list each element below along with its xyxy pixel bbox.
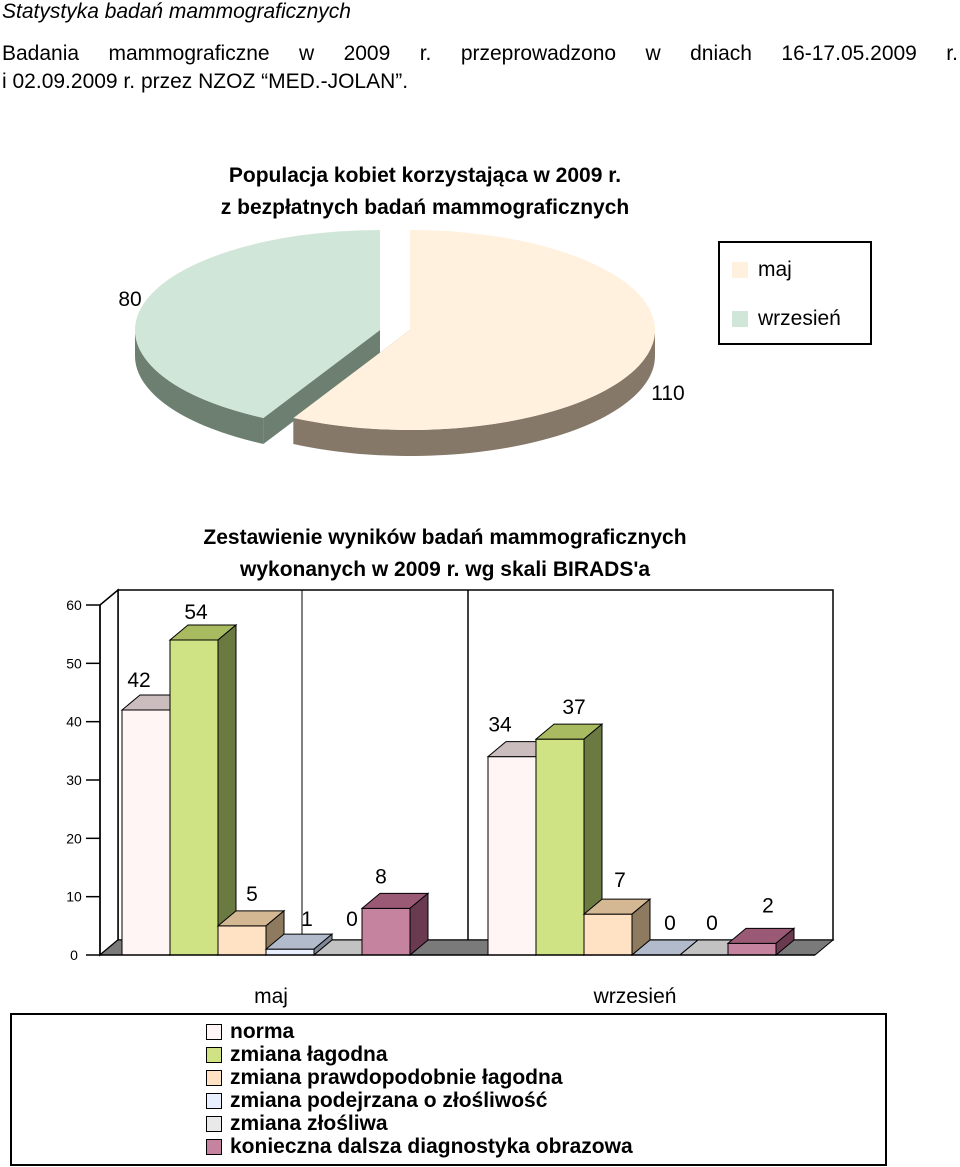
bar-data-label: 2 <box>762 894 774 918</box>
page-heading: Statystyka badań mammograficznych <box>2 0 351 23</box>
y-tick-label: 30 <box>66 772 82 788</box>
bar-front <box>170 640 218 955</box>
intro-word: w <box>645 42 661 65</box>
bar-legend-label: zmiana złośliwa <box>230 1111 388 1135</box>
bar-legend-label: konieczna dalsza diagnostyka obrazowa <box>230 1134 633 1158</box>
intro-word: przeprowadzono <box>460 42 617 65</box>
y-tick-label: 50 <box>66 655 82 672</box>
intro-line-2: i 02.09.2009 r. przez NZOZ “MED.-JOLAN”. <box>2 70 409 93</box>
bar-legend-label: zmiana łagodna <box>230 1042 388 1066</box>
intro-word: Badania <box>2 42 80 65</box>
bar-title-line-1: Zestawienie wyników badań mammograficznych <box>203 526 687 549</box>
bar-legend <box>10 1013 887 1166</box>
bar-maj-5 <box>362 893 428 955</box>
bar-legend-swatch <box>206 1047 222 1063</box>
bar-legend-item <box>206 1112 388 1135</box>
bar-legend-swatch <box>206 1139 222 1155</box>
bar-front <box>218 926 266 955</box>
intro-word: w <box>298 42 315 65</box>
bar-wrzesień-2 <box>584 899 650 955</box>
bar-data-label: 0 <box>706 912 718 935</box>
bar-front <box>488 757 536 955</box>
bar-title-line-2: wykonanych w 2009 r. wg skali BIRADS'a <box>240 558 650 581</box>
bar-front <box>362 908 410 955</box>
bar-data-label: 1 <box>301 908 313 932</box>
bar-side-wall <box>100 590 118 955</box>
bar-data-label: 8 <box>375 865 387 889</box>
bar-data-label: 42 <box>127 669 151 692</box>
bar-data-label: 54 <box>184 601 208 624</box>
y-tick-label: 0 <box>70 947 78 963</box>
y-tick-label: 10 <box>66 888 82 905</box>
pie-title-line-2: z bezpłatnych badań mammograficznych <box>220 196 630 219</box>
intro-word: dniach <box>690 42 752 65</box>
bar-legend-label: zmiana prawdopodobnie łagodna <box>230 1065 563 1089</box>
intro-word: mammograficzne <box>108 42 270 65</box>
bar-side <box>218 625 236 955</box>
bar-front <box>584 914 632 955</box>
bar-legend-swatch <box>206 1024 222 1040</box>
bar-legend-item <box>206 1089 547 1112</box>
bar-data-label: 7 <box>614 869 626 893</box>
bar-legend-swatch <box>206 1116 222 1132</box>
bar-front <box>728 943 776 955</box>
intro-word: r. <box>946 42 958 65</box>
pie-data-label-wrzesien: 80 <box>118 288 142 311</box>
bar-front <box>122 710 170 955</box>
y-tick-label: 20 <box>66 830 82 847</box>
bar-legend-label: zmiana podejrzana o złośliwość <box>230 1088 548 1112</box>
pie-legend-label-maj: maj <box>758 258 792 281</box>
pie-legend-label-wrzesien: wrzesień <box>758 307 841 330</box>
bar-data-label: 34 <box>488 713 512 737</box>
x-category-label: maj <box>254 985 288 1008</box>
pie-title-line-1: Populacja kobiet korzystająca w 2009 r. <box>228 164 622 187</box>
intro-word: 2009 <box>343 42 391 65</box>
intro-word: r. <box>419 42 432 65</box>
bar-data-label: 37 <box>562 696 586 720</box>
bar-data-label: 5 <box>246 882 258 906</box>
bar-legend-swatch <box>206 1093 222 1109</box>
bar-maj-1 <box>170 625 236 955</box>
bar-legend-item <box>206 1066 563 1089</box>
bar-data-label: 0 <box>346 908 358 931</box>
bar-front <box>266 949 314 955</box>
bar-legend-label: norma <box>230 1019 295 1043</box>
bar-legend-item <box>206 1135 633 1158</box>
y-tick-label: 40 <box>66 713 82 730</box>
x-category-label: wrzesień <box>593 985 677 1008</box>
y-tick-label: 60 <box>66 597 82 613</box>
pie-data-label-maj: 110 <box>651 382 685 405</box>
bar-data-label: 0 <box>664 912 676 935</box>
bar-front <box>536 739 584 955</box>
intro-word: 16-17.05.2009 <box>781 42 917 65</box>
bar-legend-item <box>206 1020 294 1043</box>
bar-legend-item <box>206 1043 388 1066</box>
bar-legend-swatch <box>206 1070 222 1086</box>
